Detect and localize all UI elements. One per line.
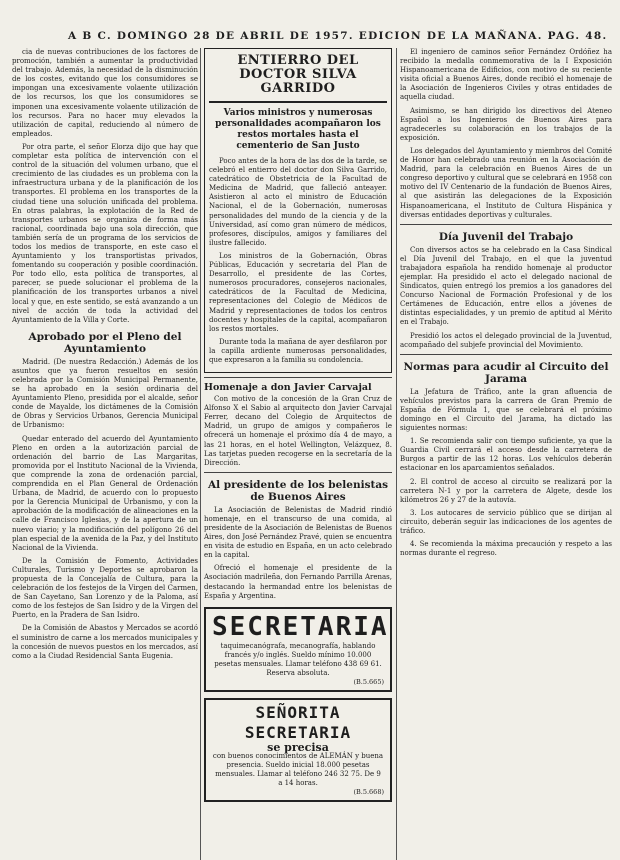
ad-text: con buenos conocimientos de ALEMÁN y buena presencia. Sueldo inicial 18.000 pesetas mensuales. Llamar al teléfono 246 32 75. De 9 a 14 horas.: [212, 751, 384, 787]
column-rule: [396, 48, 397, 860]
article-paragraph: Presidió los actos el delegado provincial de la Juventud, acompañado del subjefe provincial del Movimiento.: [400, 331, 612, 349]
headline-carvajal: Homenaje a don Javier Carvajal: [204, 382, 372, 394]
article-paragraph: Poco antes de la hora de las dos de la tarde, se celebró el entierro del doctor don Silva Garrido, catedrático de Obstetricia de la Facultad de Medicina de Madrid, que falleció anteayer. Asistieron al acto el ministro de Educación Nacional, el de la Gobernación, numerosas personalidades del mundo de la ciencia y de la Universidad, así como gran número de médicos, profesores, discípulos, amigos y familiares del ilustre fallecido.: [209, 157, 387, 247]
article-paragraph: Los delegados del Ayuntamiento y miembros del Comité de Honor han celebrado una reunión en la Asociación de Madrid, para la celebración en Buenos Aires de un congreso deportivo y cultural que se celebrará en 1958 con motivo del IV Centenario de la fundación de Buenos Aires, al que asistirán las delegaciones de la Exposición Hispanoamericana, el Instituto de Cultura Hispánica y diversas entidades deportivas y culturales.: [400, 146, 612, 219]
subheadline-silva-garrido: Varios ministros y numerosas personalidades acompañaron los restos mortales hasta el cementerio de San Justo: [215, 108, 381, 151]
article-paragraph: 4. Se recomienda la máxima precaución y respeto a las normas durante el regreso.: [400, 540, 612, 558]
headline-ayuntamiento: Aprobado por el Pleno del Ayuntamiento: [28, 330, 182, 355]
divider: [400, 224, 612, 225]
page-header: A B C. DOMINGO 28 DE ABRIL DE 1957. EDICION DE LA MAÑANA. PAG. 48.: [68, 30, 608, 42]
article-paragraph: Por otra parte, el señor Elorza dijo que hay que completar esta política de intervención con el control de la situación del volumen urbano, que el crecimiento de las ciudades es un problema con la infraestructura urbana y de la planificación de los transportes. El problema en los transportes de la ciudad tiene una solución unificada del problema. En otras palabras, la explotación de la Red de transportes urbanos se organiza de forma más racional, coordinada bajo una sola dirección, que también sería de un programa de los servicios de todos los medios de transporte, en este caso el Ayuntamiento y los transportistas privados, fomentando su cooperación y posible coordinación. Por todo ello, esta política de transportes, al parecer, se puede solucionar el problema de la planificación de los transportes urbanos a nivel local y que, en este sentido, se está avanzando a un nivel de acción de toda la actividad del Ayuntamiento de la Villa y Corte.: [12, 142, 198, 324]
column-left: [12, 48, 198, 858]
article-silva-garrido: [204, 48, 392, 373]
column-middle: [204, 48, 392, 858]
article-paragraph: De la Comisión de Fomento, Actividades Culturales, Turismo y Deportes se aprobaron la propuesta de la Concejalía de Cultura, para la celebración de los festejos de la Virgen del Carmen, de San Cayetano, San Lorenzo y de la Paloma, así como de los festejos de San Isidro y de la Virgen del Puerto, en la Pradera de San Isidro.: [12, 556, 198, 620]
article-paragraph: cia de nuevas contribuciones de los factores de promoción, también a aumentar la productividad del trabajo. Además, la necesidad de la disminución de los costes, evitando que los consumidores se impongan una excesivamente volaente utilización de los recursos, los que los consumidores se imponen una excesivamente volaente utilización de los recursos. Para no hacer muy elevados la utilización de capital, reduciendo al número de empleados.: [12, 48, 198, 138]
article-paragraph: De la Comisión de Abastos y Mercados se acordó el suministro de carne a los mercados municipales y la concesión de nuevos puestos en los mercados, así como a la Ciudad Residencial Santa Eugenia.: [12, 624, 198, 660]
article-paragraph: Durante toda la mañana de ayer desfilaron por la capilla ardiente numerosas personalidades, que expresaron a la familia su condolencia.: [209, 337, 387, 364]
ad-reference: (B.5.665): [353, 677, 384, 686]
article-paragraph: Con diversos actos se ha celebrado en la Casa Sindical el Día Juvenil del Trabajo, en el que la juventud trabajadora española ha rendido homenaje al productor ejemplar. Ha presidido el acto el delegado nacional de Sindicatos, quien entregó los premios a los ganadores del Concurso Nacional de Formación Profesional y de los Certámenes de Educación, entre ellos a jóvenes de distintas especialidades, y un premio de aptitud al Mérito en el Trabajo.: [400, 245, 612, 327]
article-paragraph: Con motivo de la concesión de la Gran Cruz de Alfonso X el Sabio al arquitecto don Javier Carvajal Ferrer, decano del Colegio de Arquitectos de Madrid, un grupo de amigos y compañeros le ofrecerá un homenaje el próximo día 4 de mayo, a las 21 horas, en el hotel Wellington, Velázquez, 8. Las tarjetas pueden recogerse en la secretaría de la Dirección.: [204, 395, 392, 467]
divider: [204, 377, 392, 378]
divider: [209, 101, 387, 103]
headline-belenistas: Al presidente de los belenistas de Buenos Aires: [207, 478, 389, 503]
article-paragraph: La Jefatura de Tráfico, ante la gran afluencia de vehículos previstos para la carrera de Gran Premio de España de Fórmula 1, que se celebrará el próximo domingo en el Circuito del Jarama, ha dictado las siguientes normas:: [400, 387, 612, 433]
article-paragraph: El ingeniero de caminos señor Fernández Ordóñez ha recibido la medalla conmemorativa de la I Exposición Hispanoamericana de Edificios, con motivo de su reciente visita oficial a Buenos Aires, donde recibió el homenaje de la Asociación de Ingenieros Civiles y otras entidades de aquella ciudad.: [400, 48, 612, 102]
ad-reference: (B.5.668): [353, 787, 384, 796]
ad-title: SEÑORITA SECRETARIA: [244, 702, 352, 742]
article-paragraph: 1. Se recomienda salir con tiempo suficiente, ya que la Guardia Civil cerrará el acceso desde la carretera de Burgos a partir de las 12 horas. Los vehículos deberán estacionar en los aparcamientos señalados.: [400, 437, 612, 473]
headline-silva-garrido: ENTIERRO DEL DOCTOR SILVA GARRIDO: [237, 53, 359, 96]
article-paragraph: La Asociación de Belenistas de Madrid rindió homenaje, en el transcurso de una comida, al presidente de la Asociación de Belenistas de Buenos Aires, don José Pernández Pravé, quien se encuentra en visita de estudio en España, en un acto celebrado en la capital.: [204, 505, 392, 560]
article-paragraph: Madrid. (De nuestra Redacción.) Además de los asuntos que ya fueron resueltos en sesión celebrada por la Comisión Municipal Permanente, se ha aprobado en la sesión ordinaria del Ayuntamiento Pleno, presidida por el alcalde, señor conde de Mayalde, los dictámenes de la Comisión de Obras y Servicios Urbanos, Gerencia Municipal de Urbanismo:: [12, 357, 198, 430]
classified-ad-senorita-secretaria: [204, 698, 392, 802]
article-paragraph: Ofreció el homenaje el presidente de la Asociación madrileña, don Fernando Parrilla Arenas, destacando la hermandad entre los belenistas de España y Argentina.: [204, 564, 392, 600]
article-paragraph: Los ministros de la Gobernación, Obras Públicas, Educación y secretaria del Plan de Desarrollo, el presidente de las Cortes, numerosos procuradores, consejeros nacionales, catedráticos de la Facultad de Medicina, representaciones del Colegio de Médicos de Madrid y representaciones de todos los centros docentes y hospitales de la capital, acompañaron los restos mortales.: [209, 251, 387, 333]
article-paragraph: 3. Los autocares de servicio público que se dirijan al circuito, deberán seguir las indicaciones de los agentes de tráfico.: [400, 508, 612, 536]
classified-ad-secretaria: [204, 607, 392, 692]
ad-text: taquimecanógrafa, mecanografía, hablando francés y/o inglés. Sueldo mínimo 10.000 pesetas mensuales. Llamar teléfono 438 69 61. Reserva absoluta.: [214, 641, 382, 677]
ad-title: SECRETARIA: [212, 611, 389, 642]
column-rule: [200, 48, 201, 860]
article-paragraph: Quedar enterado del acuerdo del Ayuntamiento Pleno en orden a la autorización parcial de ordenación del barrio de Las Margaritas, promovida por el Instituto Nacional de la Vivienda, que comprende la zona de ordenación parcial, comprendida en el Plan General de Ordenación Urbana, de Madrid, de acuerdo con lo propuesto por la Gerencia Municipal de Urbanismo, y con la aprobación de la modificación de alineaciones en la calle de Francisco Iglesias, y de la apertura de un nuevo viario; y la modificación del polígono 26 del plan especial de la avenida de la Paz, y del Instituto Nacional de la Vivienda.: [12, 434, 198, 552]
column-right: [400, 48, 612, 858]
ad-subtitle: se precisa: [267, 740, 329, 754]
article-paragraph: 2. El control de acceso al circuito se realizará por la carretera N-1 y por la carretera de Algete, desde los kilómetros 26 y 27 de la autovía.: [400, 477, 612, 504]
headline-dia-juvenil: Día Juvenil del Trabajo: [438, 230, 574, 243]
divider: [400, 354, 612, 355]
headline-jarama: Normas para acudir al Circuito del Jarama: [403, 360, 609, 385]
divider: [204, 472, 392, 473]
article-paragraph: Asimismo, se han dirigido los directivos del Ateneo Español a los Ingenieros de Buenos Aires para agradecerles su colaboración en los trabajos de la exposición.: [400, 106, 612, 142]
